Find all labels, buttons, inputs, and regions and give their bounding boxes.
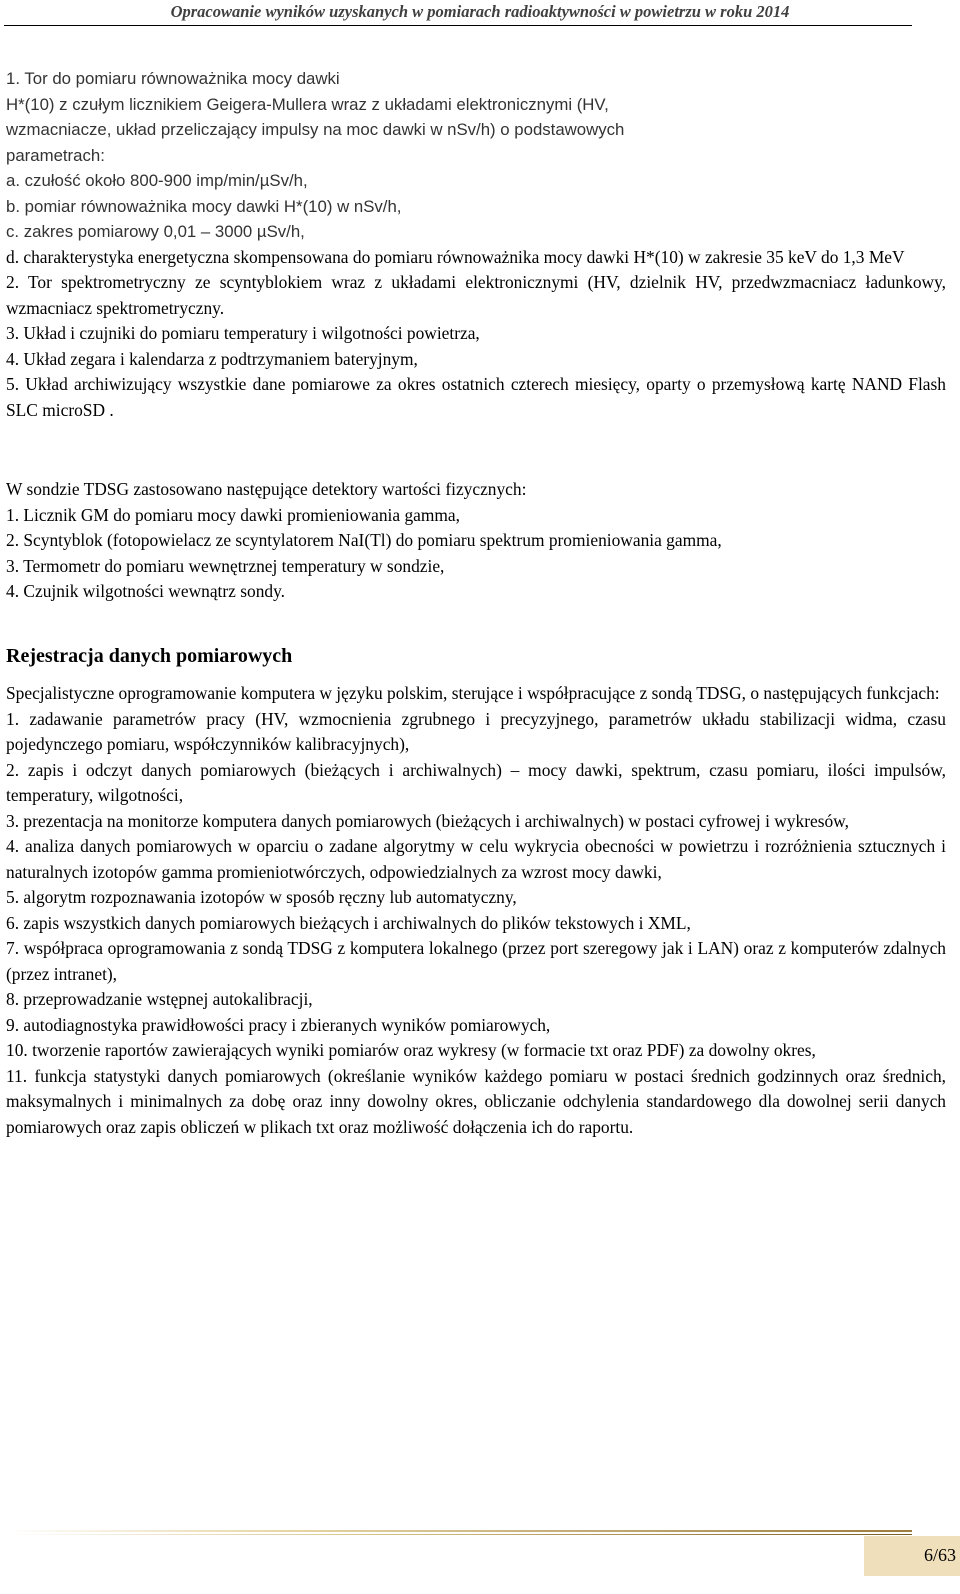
list-item: wzmacniacze, układ przeliczający impulsy na moc dawki w nSv/h) o podstawowych — [6, 120, 625, 139]
list-item: 1. Licznik GM do pomiaru mocy dawki promieniowania gamma, — [6, 504, 460, 525]
list-item: 4. Czujnik wilgotności wewnątrz sondy. — [6, 581, 286, 601]
list-item: 1. zadawanie parametrów pracy (HV, wzmocnienia zgrubnego i precyzyjnego, parametrów układu stabilizacji widma, czasu pojedynczego pomiaru, współczynników kalibracyjnych), — [6, 708, 946, 754]
list-item: 7. współpraca oprogramowania z sondą TDSG z komputera lokalnego (przez port szeregowy jak i LAN) oraz z komputerów zdalnych (przez intranet), — [6, 938, 946, 984]
list-item: b. pomiar równoważnika mocy dawki H*(10) w nSv/h, — [6, 196, 402, 216]
list-item: 3. Termometr do pomiaru wewnętrznej temperatury w sondzie, — [6, 555, 445, 576]
list-item: 4. analiza danych pomiarowych w oparciu o zadane algorytmy w celu wykrycia obecności w powietrzu i rozróżnienia sztucznych i naturalnych izotopów gamma promieniotwórczych, odpowiedzialnych za wzrost mocy dawki, — [6, 836, 946, 882]
list-item: 8. przeprowadzanie wstępnej autokalibracji, — [6, 989, 313, 1009]
list-item: 3. prezentacja na monitorze komputera danych pomiarowych (bieżących i archiwalnych) w postaci cyfrowej i wykresów, — [6, 810, 849, 831]
list-item: c. zakres pomiarowy 0,01 – 3000 µSv/h, — [6, 222, 305, 241]
list-item: parametrach: — [6, 145, 105, 165]
page-number: 6/63 — [923, 1545, 956, 1565]
detectors-section — [6, 477, 946, 605]
components-list — [6, 66, 946, 423]
list-item: 5. Układ archiwizujący wszystkie dane pomiarowe za okres ostatnich czterech miesięcy, oparty o przemysłową kartę NAND Flash SLC microSD . — [6, 374, 946, 420]
list-item: 6. zapis wszystkich danych pomiarowych bieżących i archiwalnych do plików tekstowych i XML, — [6, 912, 691, 933]
page-header — [0, 0, 960, 30]
list-item: 10. tworzenie raportów zawierających wyniki pomiarów oraz wykresy (w formacie txt oraz PDF) za dowolny okres, — [6, 1040, 816, 1060]
list-item: 9. autodiagnostyka prawidłowości pracy i zbieranych wyników pomiarowych, — [6, 1014, 551, 1035]
page-footer — [0, 1520, 960, 1594]
section-heading: Rejestracja danych pomiarowych — [6, 645, 293, 667]
footer-rule — [4, 1530, 912, 1532]
list-item: 1. Tor do pomiaru równoważnika mocy dawki — [6, 69, 340, 88]
list-item: 4. Układ zegara i kalendarza z podtrzymaniem bateryjnym, — [6, 348, 418, 369]
registration-section — [6, 681, 946, 1140]
header-title: Opracowanie wyników uzyskanych w pomiarach radioaktywności w powietrzu w roku 2014 — [170, 2, 790, 21]
registration-intro: Specjalistyczne oprogramowanie komputera w języku polskim, sterujące i współpracujące z sondą TDSG, o następujących funkcjach: — [6, 683, 940, 703]
list-item: d. charakterystyka energetyczna skompensowana do pomiaru równoważnika mocy dawki H*(10) w zakresie 35 keV do 1,3 MeV — [6, 246, 905, 267]
list-item: H*(10) z czułym licznikiem Geigera-Mullera wraz z układami elektronicznymi (HV, — [6, 94, 609, 114]
list-item: 11. funkcja statystyki danych pomiarowych (określanie wyników każdego pomiaru w postaci średnich godzinnych oraz średnich, maksymalnych i minimalnych za dobę oraz inny dowolny okres, obliczanie odchylenia standardowego dla dowolnej serii danych pomiarowych oraz zapis obliczeń w plikach txt oraz możliwość dołączenia ich do raportu. — [6, 1065, 946, 1137]
header-rule — [4, 25, 912, 26]
list-item: 3. Układ i czujniki do pomiaru temperatury i wilgotności powietrza, — [6, 323, 480, 343]
list-item: 2. zapis i odczyt danych pomiarowych (bieżących i archiwalnych) – mocy dawki, spektrum, czasu pomiaru, ilości impulsów, temperatury, wilgotności, — [6, 759, 946, 805]
list-item: 5. algorytm rozpoznawania izotopów w sposób ręczny lub automatyczny, — [6, 887, 517, 907]
footer-rule — [4, 1534, 912, 1535]
list-item: 2. Tor spektrometryczny ze scyntyblokiem wraz z układami elektronicznymi (HV, dzielnik HV, przedwzmacniacz ładunkowy, wzmacniacz spektrometryczny. — [6, 272, 946, 318]
list-item: a. czułość około 800-900 imp/min/µSv/h, — [6, 171, 308, 190]
detectors-intro: W sondzie TDSG zastosowano następujące detektory wartości fizycznych: — [6, 479, 527, 499]
list-item: 2. Scyntyblok (fotopowielacz ze scyntylatorem NaI(Tl) do pomiaru spektrum promieniowania gamma, — [6, 530, 722, 550]
